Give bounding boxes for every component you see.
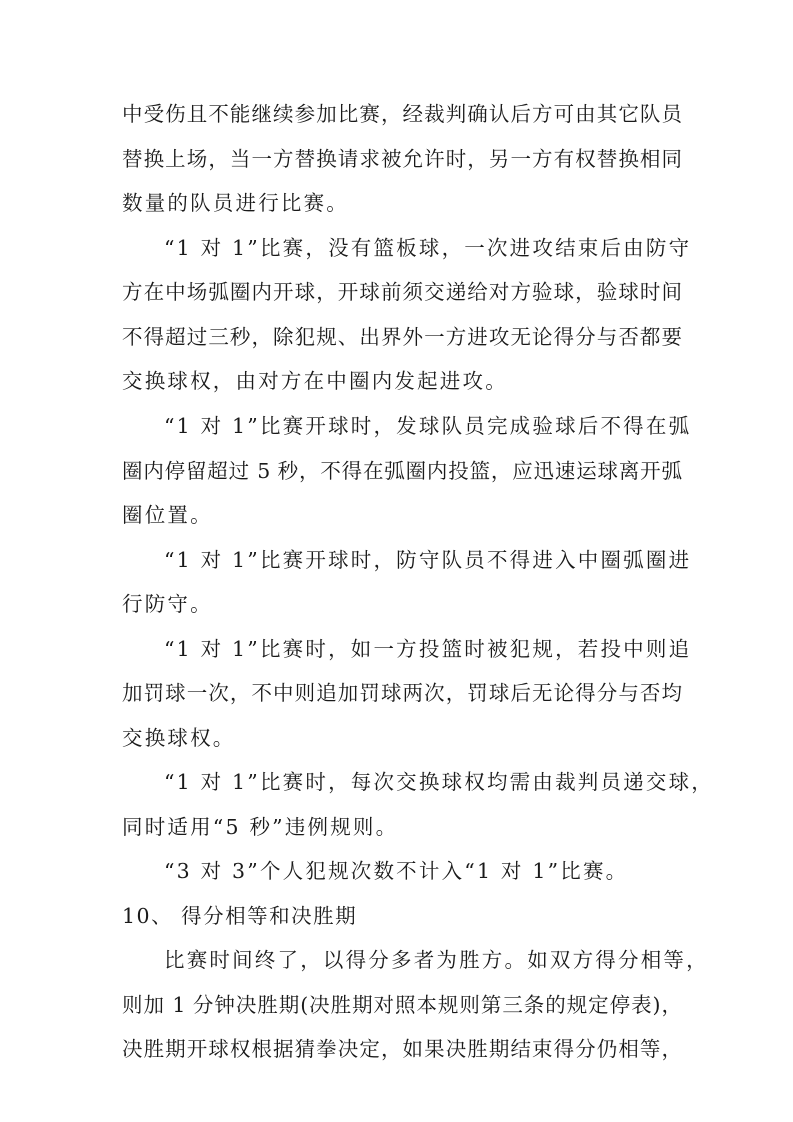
text-line: 同时适用“5 秒”违例规则。: [122, 815, 399, 839]
paragraph-start-line: “1 对 1”比赛开球时，发球队员完成验球后不得在弧: [164, 414, 692, 438]
text-line: 交换球权，由对方在中圈内发起进攻。: [122, 369, 508, 393]
paragraph-start-line: “1 对 1”比赛时，每次交换球权均需由裁判员递交球，: [164, 770, 714, 794]
text-line: 加罚球一次，不中则追加罚球两次，罚球后无论得分与否均: [122, 681, 682, 705]
text-line: 圈内停留超过 5 秒，不得在弧圈内投篮，应迅速运球离开弧: [122, 459, 682, 483]
text-line: 数量的队员进行比赛。: [122, 191, 349, 215]
text-line: 行防守。: [122, 592, 213, 616]
paragraph-start-line: “1 对 1”比赛，没有篮板球，一次进攻结束后由防守: [164, 236, 692, 260]
paragraph-start-line: “1 对 1”比赛时，如一方投篮时被犯规，若投中则追: [164, 637, 692, 661]
text-line: 方在中场弧圈内开球，开球前须交递给对方验球，验球时间: [122, 280, 682, 304]
text-line: 中受伤且不能继续参加比赛，经裁判确认后方可由其它队员: [122, 102, 682, 126]
text-line: 不得超过三秒，除犯规、出界外一方进攻无论得分与否都要: [122, 325, 682, 349]
paragraph-start-line: “1 对 1”比赛开球时，防守队员不得进入中圈弧圈进: [164, 548, 692, 572]
paragraph-start-line: 比赛时间终了，以得分多者为胜方。如双方得分相等，: [164, 948, 709, 972]
text-line: 决胜期开球权根据猜拳决定，如果决胜期结束得分仍相等，: [122, 1037, 682, 1061]
text-line: 圈位置。: [122, 503, 213, 527]
text-line: 替换上场，当一方替换请求被允许时，另一方有权替换相同: [122, 147, 682, 171]
section-heading: 10、 得分相等和决胜期: [122, 904, 358, 928]
text-line: 交换球权。: [122, 726, 236, 750]
text-line: 则加 1 分钟决胜期(决胜期对照本规则第三条的规定停表)，: [122, 993, 682, 1017]
paragraph-start-line: “3 对 3”个人犯规次数不计入“1 对 1”比赛。: [164, 859, 629, 883]
